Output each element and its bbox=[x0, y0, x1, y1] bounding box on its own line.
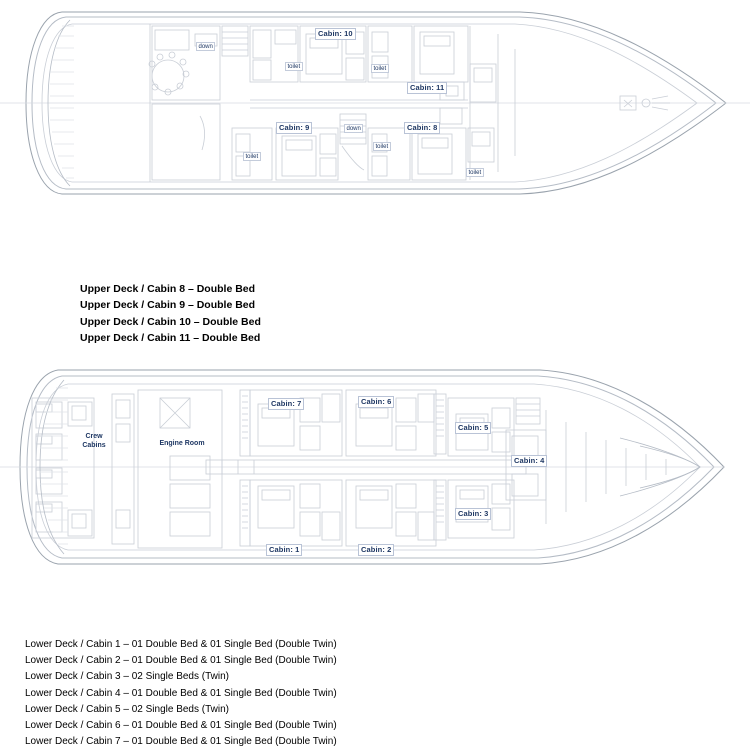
lower-deck-plan bbox=[0, 360, 750, 595]
toilet-tag-3: toilet bbox=[243, 152, 261, 161]
toilet-tag-4: toilet bbox=[373, 142, 391, 151]
cabin-tag-5: Cabin: 5 bbox=[455, 422, 491, 434]
lower-cabin-line-2: Lower Deck / Cabin 2 – 01 Double Bed & 01 Single Bed (Double Twin) bbox=[25, 655, 337, 667]
upper-deck-plan bbox=[0, 4, 750, 204]
cabin-tag-7: Cabin: 7 bbox=[268, 398, 304, 410]
cabin-tag-2: Cabin: 2 bbox=[358, 544, 394, 556]
lower-cabin-line-1: Lower Deck / Cabin 1 – 01 Double Bed & 01 Single Bed (Double Twin) bbox=[25, 639, 337, 650]
down-tag-2: down bbox=[344, 124, 363, 133]
cabin-tag-8: Cabin: 8 bbox=[404, 122, 440, 134]
down-tag-1: down bbox=[196, 42, 215, 51]
lower-cabin-line-3: Lower Deck / Cabin 3 – 02 Single Beds (Twin) bbox=[25, 671, 229, 683]
toilet-tag-2: toilet bbox=[371, 64, 389, 73]
lower-cabin-line-7: Lower Deck / Cabin 7 – 01 Double Bed & 01 Single Bed (Double Twin) bbox=[25, 736, 337, 746]
upper-cabin-line-8: Upper Deck / Cabin 8 – Double Bed bbox=[80, 283, 256, 295]
cabin-tag-11: Cabin: 11 bbox=[407, 82, 447, 94]
upper-cabin-line-11: Upper Deck / Cabin 11 – Double Bed bbox=[80, 331, 261, 344]
lower-cabin-line-6: Lower Deck / Cabin 6 – 01 Double Bed & 01 Single Bed (Double Twin) bbox=[25, 720, 337, 732]
upper-deck-cabin-list bbox=[80, 281, 261, 346]
lower-cabin-line-4: Lower Deck / Cabin 4 – 01 Double Bed & 01 Single Bed (Double Twin) bbox=[25, 687, 337, 699]
upper-deck-plan-drawing bbox=[0, 4, 750, 204]
toilet-tag-1: toilet bbox=[285, 62, 303, 71]
cabin-tag-9: Cabin: 9 bbox=[276, 122, 312, 134]
lower-cabin-line-5: Lower Deck / Cabin 5 – 02 Single Beds (Twin) bbox=[25, 703, 229, 715]
upper-cabin-line-9: Upper Deck / Cabin 9 – Double Bed bbox=[80, 299, 256, 312]
cabin-tag-10: Cabin: 10 bbox=[315, 28, 356, 40]
lower-deck-cabin-list bbox=[25, 637, 337, 746]
cabin-tag-6: Cabin: 6 bbox=[358, 396, 394, 408]
cabin-tag-4: Cabin: 4 bbox=[511, 455, 547, 467]
cabin-tag-1: Cabin: 1 bbox=[266, 544, 302, 556]
engine-room-label: Engine Room bbox=[159, 440, 205, 447]
toilet-tag-5: toilet bbox=[466, 168, 484, 177]
crew-cabins-label: Crew Cabins bbox=[82, 433, 106, 449]
cabin-tag-3: Cabin: 3 bbox=[455, 508, 491, 520]
upper-cabin-line-10: Upper Deck / Cabin 10 – Double Bed bbox=[80, 315, 261, 328]
